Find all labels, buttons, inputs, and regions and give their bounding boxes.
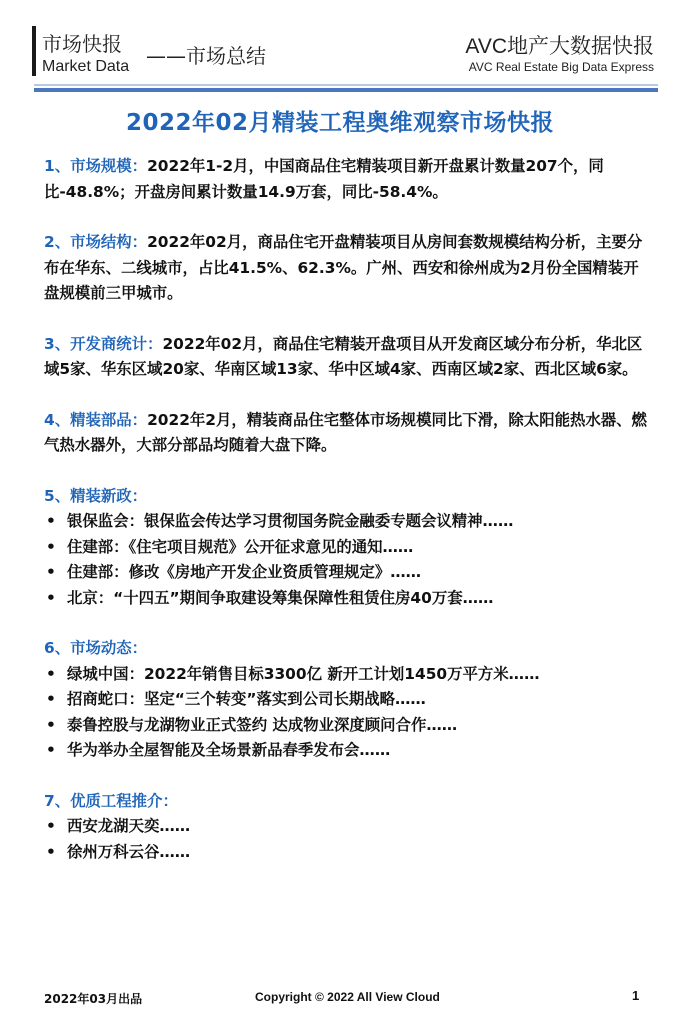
header-subtitle: ——市场总结: [146, 44, 266, 68]
list-item: • 北京：“十四五”期间争取建设筹集保障性租赁住房40万套……: [44, 586, 650, 612]
header-title: 市场快报: [42, 32, 122, 56]
section-market-news: [44, 636, 650, 764]
list-item: • 西安龙湖天奕……: [44, 814, 650, 840]
header-rule-light: [34, 84, 658, 86]
section-body: 2022年02月，商品住宅精装开盘项目从开发商区域分布分析，华北区域5家、华东区域20家、华南区域13家、华中区域4家、西南区域2家、西北区域6家。: [44, 334, 643, 378]
brand-name: AVC地产大数据快报: [465, 35, 654, 58]
list-item: • 泰鲁控股与龙湖物业正式签约 达成物业深度顾问合作……: [44, 713, 650, 739]
section-heading: 3、开发商统计：: [44, 334, 163, 353]
section-body: 2022年2月，精装商品住宅整体市场规模同比下滑，除太阳能热水器、燃气热水器外，大部分部品均随着大盘下降。: [44, 410, 647, 454]
list-item: • 住建部：修改《房地产开发企业资质管理规定》……: [44, 560, 650, 586]
header-rule: [34, 88, 658, 92]
section-heading: 6、市场动态：: [44, 639, 148, 657]
section-fitout-parts: [44, 408, 650, 459]
page-number: 1: [632, 988, 640, 1003]
section-recommended-projects: [44, 789, 650, 866]
section-heading: 1、市场规模：: [44, 157, 148, 175]
footer-copyright: Copyright © 2022 All View Cloud: [255, 990, 440, 1004]
section-heading: 7、优质工程推介：: [44, 791, 178, 810]
list-item: • 招商蛇口：坚定“三个转变”落实到公司长期战略……: [44, 687, 650, 713]
policy-list: [44, 509, 650, 611]
news-list: [44, 662, 650, 764]
section-new-policies: [44, 484, 650, 612]
section-heading: 2、市场结构：: [44, 233, 148, 251]
list-item: • 绿城中国：2022年销售目标3300亿 新开工计划1450万平方米……: [44, 662, 650, 688]
section-market-structure: [44, 230, 650, 307]
section-developer-stats: [44, 332, 650, 383]
list-item: • 华为举办全屋智能及全场景新品春季发布会……: [44, 738, 650, 764]
header-accent-bar: [32, 26, 36, 76]
page-title: 2022年02月精装工程奥维观察市场快报: [125, 110, 555, 136]
footer-date: 2022年03月出品: [44, 992, 143, 1006]
section-heading: 5、精装新政：: [44, 486, 148, 505]
brand-name-en: AVC Real Estate Big Data Express: [468, 60, 654, 74]
header-title-en: Market Data: [42, 58, 130, 75]
section-body: 2022年1-2月，中国商品住宅精装项目新开盘累计数量207个，同比-48.8%；开盘房间累计数量14.9万套，同比-58.4%。: [44, 157, 604, 201]
list-item: • 住建部：《住宅项目规范》公开征求意见的通知……: [44, 535, 650, 561]
section-body: 2022年02月，商品住宅开盘精装项目从房间套数规模结构分析，主要分布在华东、二线城市，占比41.5%、62.3%。广州、西安和徐州成为2月份全国精装开盘规模前三甲城市。: [44, 233, 643, 302]
list-item: • 徐州万科云谷……: [44, 840, 650, 866]
report-content: [44, 154, 650, 890]
list-item: • 银保监会：银保监会传达学习贯彻国务院金融委专题会议精神……: [44, 509, 650, 535]
section-market-scale: [44, 154, 650, 205]
section-heading: 4、精装部品：: [44, 410, 148, 429]
project-list: [44, 814, 650, 865]
